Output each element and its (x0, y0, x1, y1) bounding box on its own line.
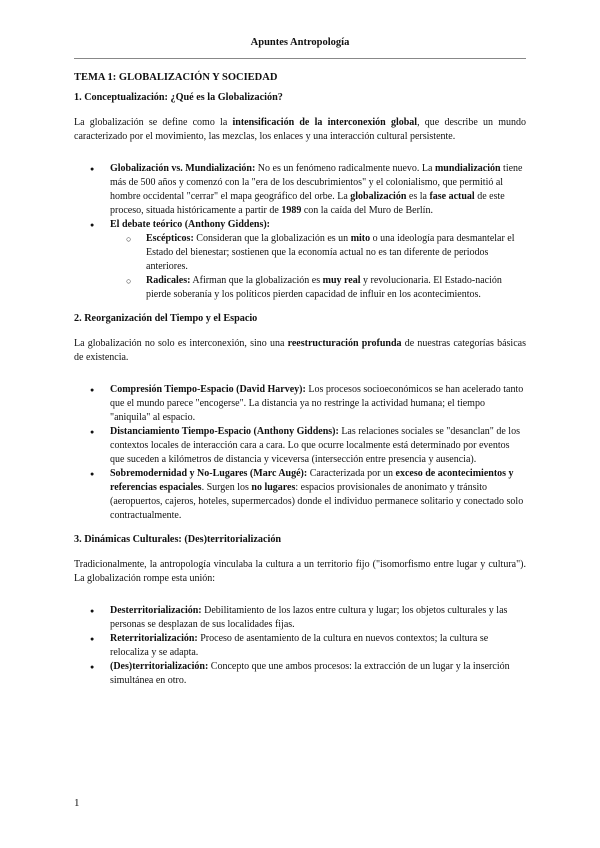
section-1-intro (74, 116, 526, 144)
section-2-intro (74, 337, 526, 365)
emphasis: mundialización (434, 163, 501, 174)
emphasis: fase actual (429, 191, 475, 202)
item-label: Distanciamiento Tiempo-Espacio (Anthony Giddens): (110, 426, 339, 437)
text-run: La globalización se define como la (74, 117, 233, 128)
text-run: y revolucionaria. El Estado-nación pierde soberanía y los políticos pierden capacidad de influir en los acontecimientos. (146, 275, 502, 300)
text-run: Consideran que la globalización es un (193, 233, 351, 244)
emphasis: no lugares (251, 482, 296, 493)
emphasis: exceso de acontecimientos y referencias espaciales (110, 468, 514, 493)
text-run: , que describe un mundo caracterizado por el movimiento, las mezclas, los enlaces y una interacción cultural persistente. (74, 117, 526, 142)
header-divider (74, 58, 526, 59)
text-run: La globalización no solo es interconexión, sino una (74, 338, 288, 349)
emphasis: mito (350, 233, 371, 244)
item-label: El debate teórico (Anthony Giddens): (110, 219, 270, 230)
section-1-heading: 1. Conceptualización: ¿Qué es la Globalización? (74, 92, 283, 103)
text-run: Afirman que la globalización es (190, 275, 323, 286)
text-run: Debilitamiento de los lazos entre cultura y lugar; los objetos culturales y las personas se desplazan de sus localidades fijas. (110, 605, 508, 630)
emphasis: 1989 (281, 205, 302, 216)
text-run: de nuestras categorías básicas de existencia. (74, 338, 526, 363)
list-item-debate-teorico (74, 218, 526, 302)
text-run: . Surgen los (201, 482, 252, 493)
page-content (74, 71, 526, 698)
list-item-distanciamiento-tiempo-espacio (74, 425, 526, 467)
item-label: (Des)territorialización: (110, 661, 209, 672)
text-run: Proceso de asentamiento de la cultura en nuevos contextos; la cultura se relocaliza y se adapta. (110, 633, 489, 658)
item-label: Reterritorialización: (110, 633, 198, 644)
item-label: Desterritorialización: (110, 605, 202, 616)
text-run: de este proceso, situada históricamente a partir de (110, 191, 505, 216)
section-3-list (74, 604, 526, 688)
debate-sublist (110, 232, 526, 302)
item-label: Sobremodernidad y No-Lugares (Marc Augé): (110, 468, 308, 479)
sublist-item-radicales (110, 274, 526, 302)
page-number: 1 (74, 797, 80, 809)
sublist-item-escepticos (110, 232, 526, 274)
section-2-list (74, 383, 526, 523)
text-run: Las relaciones sociales se "desanclan" de los contextos locales de interacción cara a cara. Lo que ocurre localmente está determinado por eventos que suceden a kilómetros de distancia y viceversa (intersección entre presencia y ausencia). (110, 426, 520, 465)
list-item-compresion-tiempo-espacio (74, 383, 526, 425)
text-run: con la caída del Muro de Berlín. (301, 205, 433, 216)
item-label: Globalización vs. Mundialización: (110, 163, 256, 174)
list-item-sobremodernidad (74, 467, 526, 523)
section-3-heading: 3. Dinámicas Culturales: (Des)territorialización (74, 534, 282, 545)
section-3-intro: Tradicionalmente, la antropología vinculaba la cultura a un territorio fijo ("isomorfismo entre lugar y cultura"). La globalización rompe esta unión: (74, 559, 526, 584)
item-label: Compresión Tiempo-Espacio (David Harvey): (110, 384, 306, 395)
page-header-title: Apuntes Antropología (250, 37, 350, 48)
list-item-des-territorializacion (74, 660, 526, 688)
text-run: tiene más de 500 años y comenzó con la "era de los descubrimientos" y el colonialismo, que permitió al hombre occidental "cerrar" el mapa geográfico del orbe. La (110, 163, 523, 202)
document-title: TEMA 1: GLOBALIZACIÓN Y SOCIEDAD (74, 72, 278, 83)
text-run: es la (406, 191, 430, 202)
emphasis: reestructuración profunda (287, 338, 402, 349)
emphasis: globalización (350, 191, 407, 202)
item-label: Escépticos: (146, 233, 194, 244)
text-run: Concepto que une ambos procesos: la extracción de un lugar y la inserción simultánea en otro. (110, 661, 510, 686)
text-run: Caracterizada por un (307, 468, 396, 479)
emphasis: intensificación de la interconexión global (232, 117, 418, 128)
item-label: Radicales: (146, 275, 191, 286)
list-item-reterritorializacion (74, 632, 526, 660)
section-2-heading: 2. Reorganización del Tiempo y el Espacio (74, 313, 258, 324)
text-run: o una ideología para desmantelar el Estado del bienestar; sostienen que la economía actual no es tan diferente de periodos anteriores. (146, 233, 515, 272)
emphasis: muy real (322, 275, 361, 286)
list-item-globalizacion-vs-mundializacion (74, 162, 526, 218)
text-run: No es un fenómeno radicalmente nuevo. La (255, 163, 435, 174)
list-item-desterritorializacion (74, 604, 526, 632)
section-1-list (74, 162, 526, 302)
text-run: Los procesos socioeconómicos se han acelerado tanto que el mundo parece "encogerse". La distancia ya no restringe la actividad humana; el tiempo "aniquila" al espacio. (110, 384, 524, 423)
text-run: : espacios provisionales de anonimato y tránsito (aeropuertos, cajeros, hoteles, supermercados) donde el individuo permanece solitario y conectado solo contractualmente. (110, 482, 524, 521)
